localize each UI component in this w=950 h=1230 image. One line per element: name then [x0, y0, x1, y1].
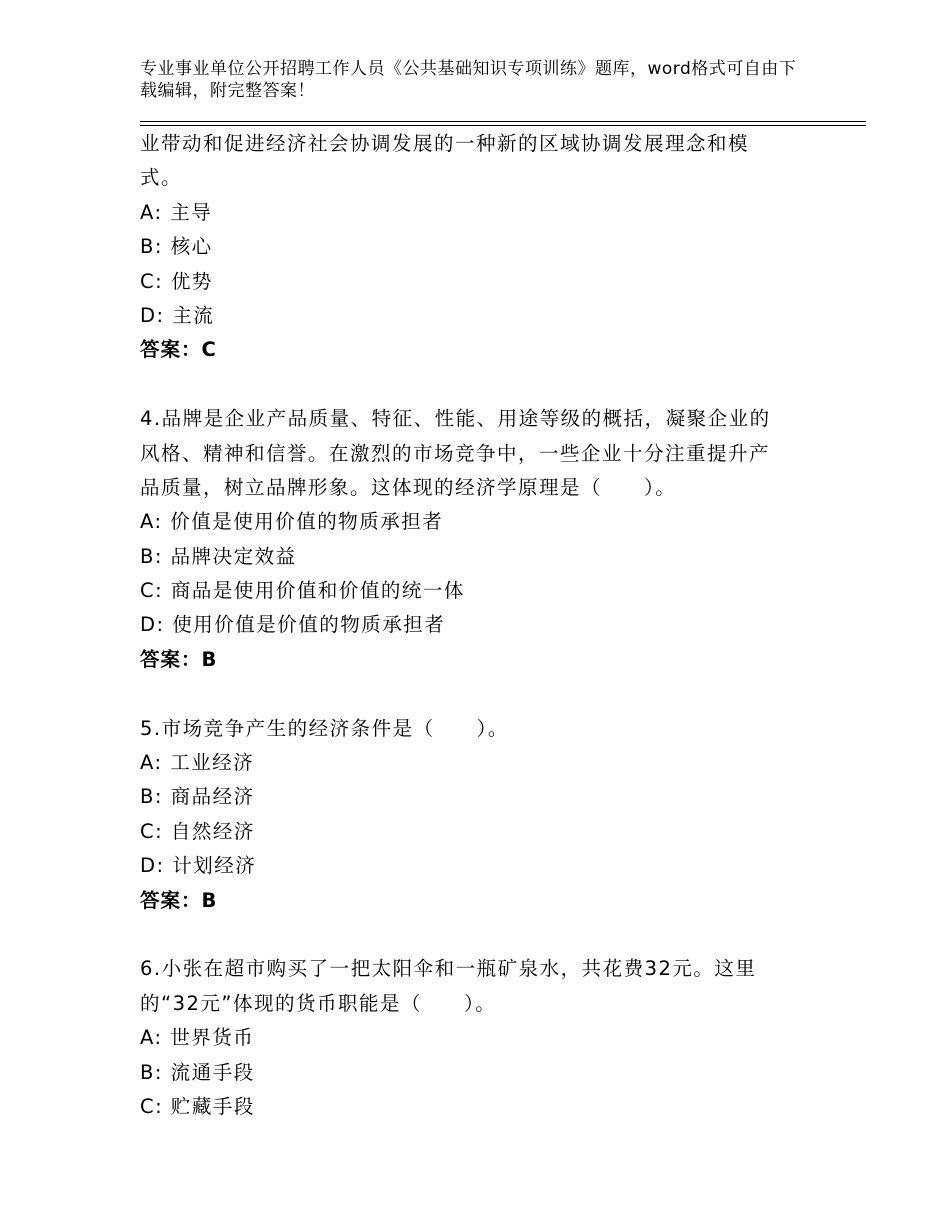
header-text: 专业事业单位公开招聘工作人员《公共基础知识专项训练》题库，word格式可自由下载编辑，附完整答案！	[140, 59, 797, 101]
option-c: C: 自然经济	[140, 819, 255, 843]
option-c: C: 商品是使用价值和价值的统一体	[140, 579, 465, 603]
option-d: D: 主流	[140, 303, 215, 327]
option-a: A: 工业经济	[140, 751, 255, 775]
question-text-line: 4.品牌是企业产品质量、特征、性能、用途等级的概括，凝聚企业的	[140, 407, 771, 431]
answer-line: 答案：B	[140, 647, 218, 671]
option-b: B: 商品经济	[140, 785, 255, 809]
option-a: A: 世界货币	[140, 1026, 255, 1050]
question-text-line: 式。	[140, 166, 183, 190]
option-c: C: 贮藏手段	[140, 1094, 255, 1118]
option-a: A: 主导	[140, 200, 213, 224]
option-d: D: 计划经济	[140, 854, 257, 878]
option-b: B: 品牌决定效益	[140, 544, 297, 568]
spacer	[140, 368, 820, 402]
question-text-line: 品质量，树立品牌形象。这体现的经济学原理是（ ）。	[140, 475, 677, 499]
question-4	[140, 402, 820, 677]
document-body	[140, 127, 820, 1124]
option-d: D: 使用价值是价值的物质承担者	[140, 613, 446, 637]
question-text-line: 业带动和促进经济社会协调发展的一种新的区域协调发展理念和模	[140, 132, 750, 155]
question-6	[140, 952, 820, 1124]
question-text-line: 5.市场竞争产生的经济条件是（ ）。	[140, 716, 509, 740]
question-text-line: 风格、精神和信誉。在激烈的市场竞争中，一些企业十分注重提升产	[140, 441, 771, 465]
option-b: B: 流通手段	[140, 1060, 255, 1084]
answer-line: 答案：C	[140, 338, 217, 362]
question-text-line: 的“32元”体现的货币职能是（ ）。	[140, 991, 497, 1015]
question-3-continuation	[140, 127, 820, 368]
question-5	[140, 712, 820, 918]
option-b: B: 核心	[140, 235, 213, 259]
answer-line: 答案：B	[140, 888, 218, 912]
spacer	[140, 677, 820, 711]
question-text-line: 6.小张在超市购买了一把太阳伞和一瓶矿泉水，共花费32元。这里	[140, 957, 757, 981]
option-a: A: 价值是使用价值的物质承担者	[140, 510, 444, 534]
page-header	[140, 58, 810, 102]
header-divider	[140, 121, 866, 126]
spacer	[140, 918, 820, 952]
option-c: C: 优势	[140, 269, 213, 293]
